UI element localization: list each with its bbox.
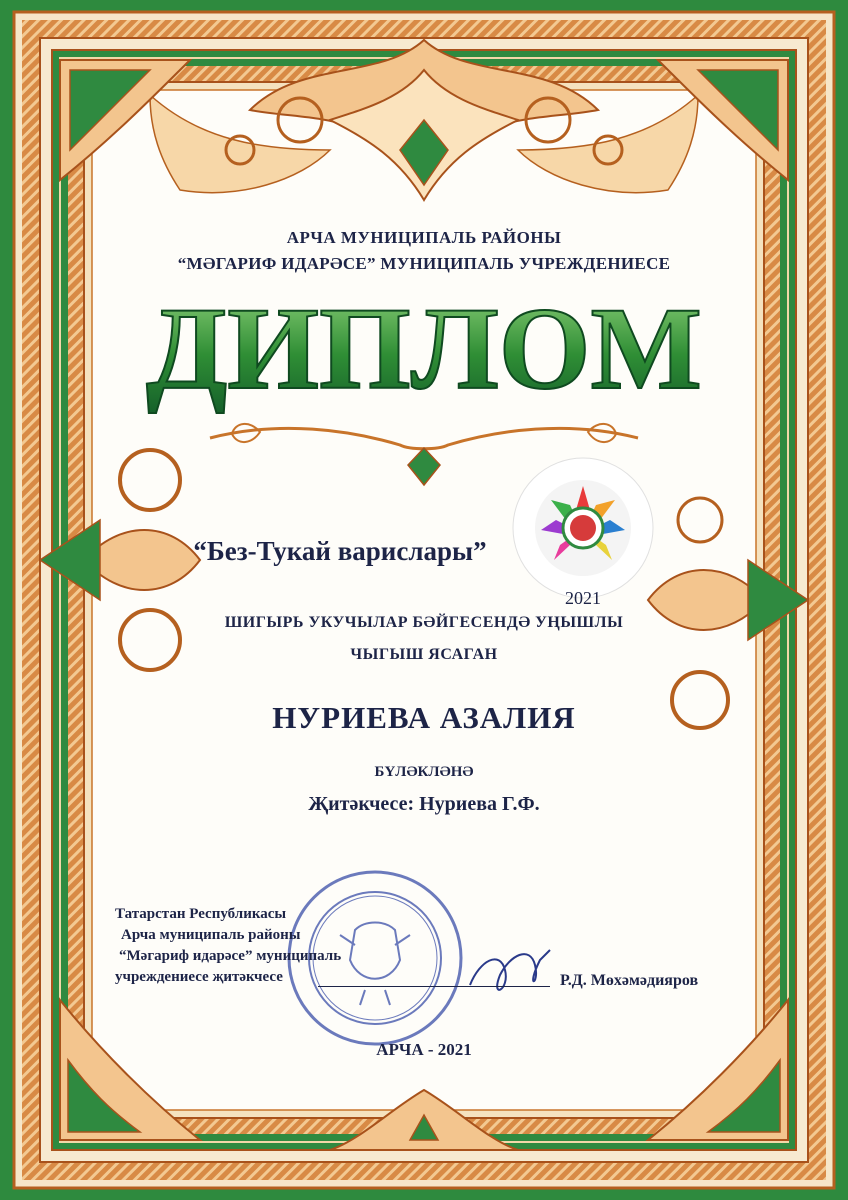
description-line-2: ЧЫГЫШ ЯСАГАН <box>350 646 498 663</box>
signatory-line-2: Арча муниципаль районы <box>121 927 301 943</box>
issuer-line-1: АРЧА МУНИЦИПАЛЬ РАЙОНЫ <box>286 228 562 247</box>
diploma-title: ДИПЛОМ <box>146 283 702 414</box>
signature-line <box>318 986 550 987</box>
signatory-line-4: учреждениесе җитәкчесе <box>115 969 283 985</box>
award-name: “Без-Тукай варислары” <box>193 536 487 566</box>
signatory-title <box>115 904 341 988</box>
signatory-line-1: Татарстан Республикасы <box>115 906 287 922</box>
description-line-1: ШИГЫРЬ УКУЧЫЛАР БӘЙГЕСЕНДӘ УҢЫШЛЫ <box>224 614 624 631</box>
recipient-name: НУРИЕВА АЗАЛИЯ <box>272 700 576 735</box>
signatory-line-3: “Мәгариф идарәсе” муниципаль <box>119 948 342 964</box>
place-date: АРЧА - 2021 <box>376 1040 472 1059</box>
mentor-name: Җитәкчесе: Нуриева Г.Ф. <box>308 793 540 815</box>
signer-name: Р.Д. Мөхәмәдияров <box>560 972 699 989</box>
emblem-year: 2021 <box>565 588 601 608</box>
awarded-verb: БҮЛӘКЛӘНӘ <box>374 764 474 780</box>
issuer-line-2: “МӘГАРИФ ИДАРӘСЕ” МУНИЦИПАЛЬ УЧРЕЖДЕНИЕСЕ <box>177 254 671 273</box>
